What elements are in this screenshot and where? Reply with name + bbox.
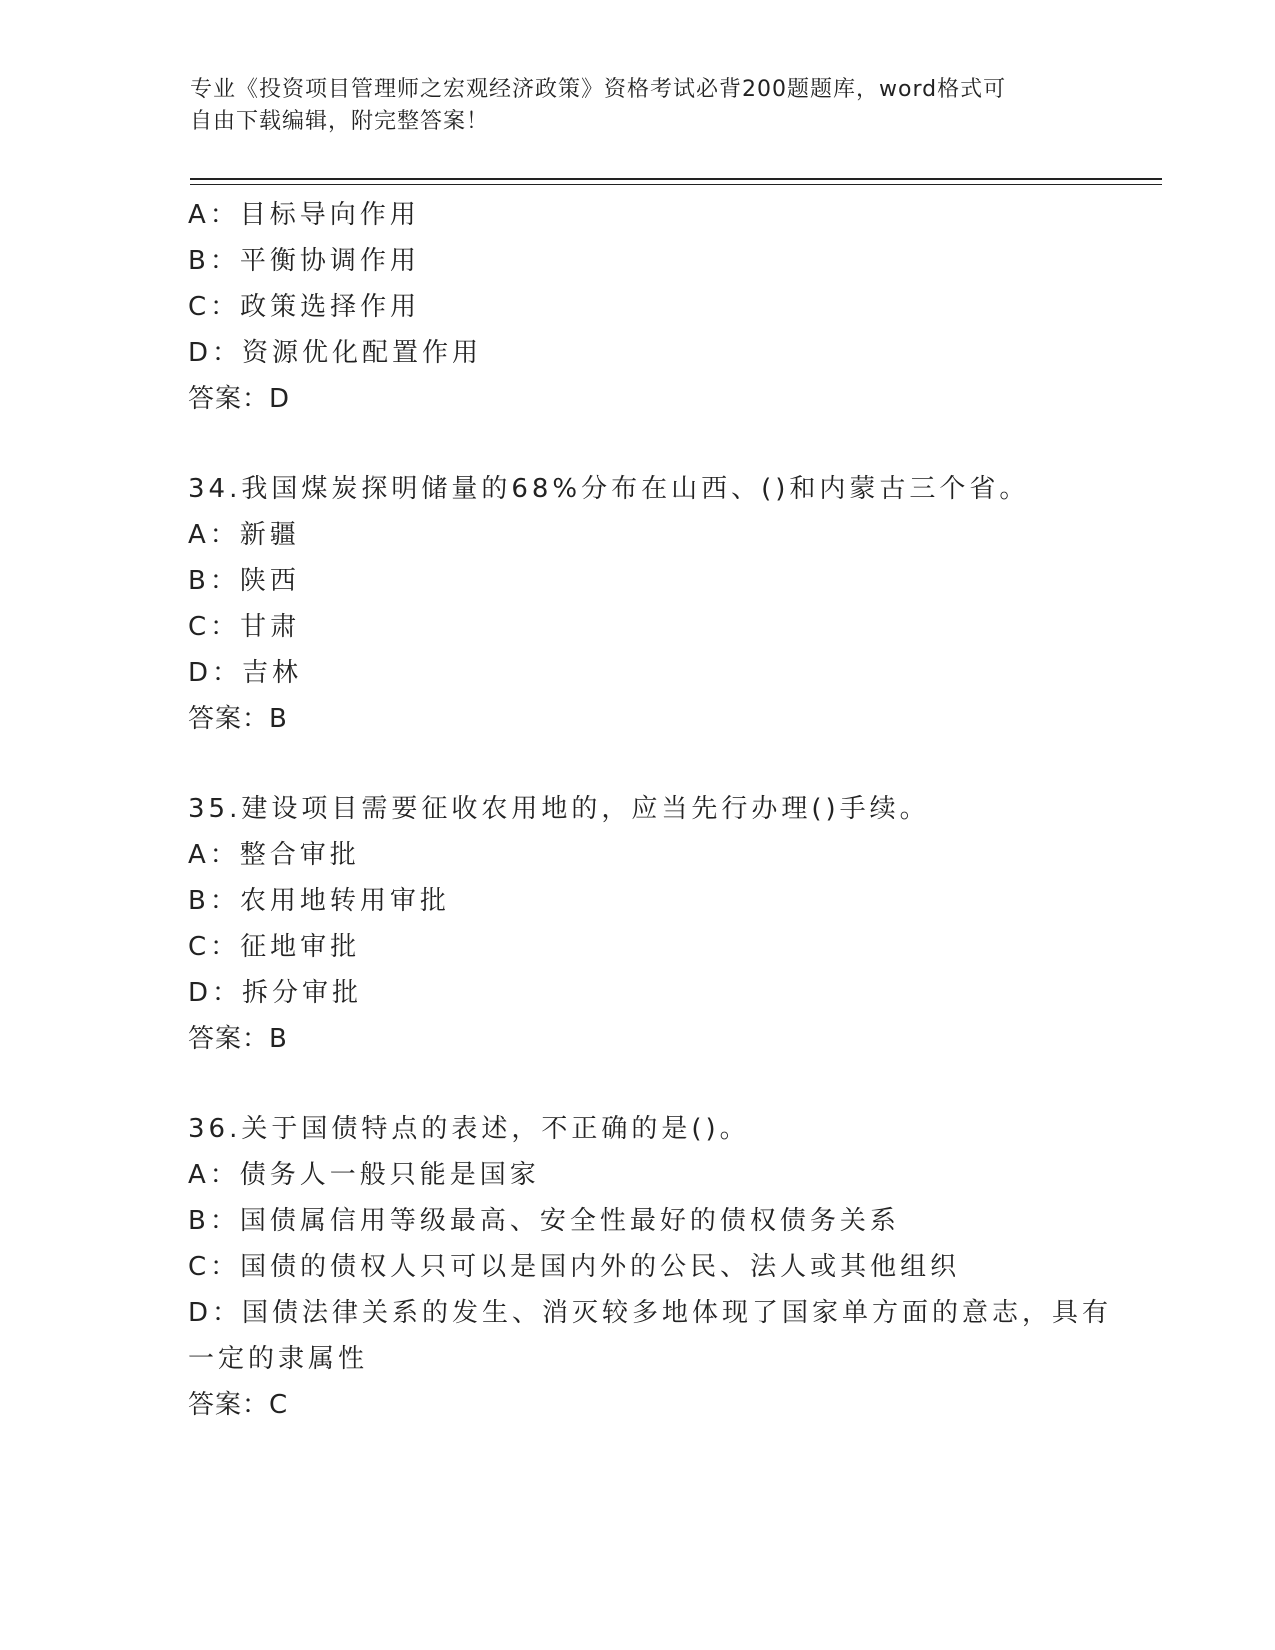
header-divider-thick [190,178,1162,180]
question-35 [188,786,1088,1062]
option-c: C：甘肃 [188,612,301,642]
option-b: B：陕西 [188,566,300,596]
option-a: A：目标导向作用 [188,200,420,230]
answer: 答案：C [188,1390,289,1420]
option-c: C：政策选择作用 [188,292,421,322]
option-a: A：整合审批 [188,840,360,870]
question-36 [188,1106,1113,1428]
option-d: D：拆分审批 [188,978,363,1008]
answer: 答案：B [188,704,288,734]
spacer [188,1062,1088,1106]
option-d: D：资源优化配置作用 [188,338,483,368]
option-b: B：农用地转用审批 [188,886,450,916]
spacer [188,742,1088,786]
option-d-continued: 一定的隶属性 [188,1344,369,1374]
header-title-line-2: 自由下载编辑，附完整答案！ [190,109,490,134]
question-33-options [188,192,1088,422]
question-stem: 36.关于国债特点的表述，不正确的是()。 [188,1114,750,1144]
option-c: C：征地审批 [188,932,361,962]
header-divider-thin [190,184,1162,185]
option-d: D：国债法律关系的发生、消灭较多地体现了国家单方面的意志，具有 [188,1298,1113,1328]
question-list [188,192,1113,1428]
option-b: B：平衡协调作用 [188,246,420,276]
option-c: C：国债的债权人只可以是国内外的公民、法人或其他组织 [188,1252,961,1282]
header-title-line-1: 专业《投资项目管理师之宏观经济政策》资格考试必背200题题库，word格式可 [190,77,1007,102]
option-a: A：债务人一般只能是国家 [188,1160,540,1190]
page-header [190,74,1090,138]
answer: 答案：D [188,384,291,414]
spacer [188,422,1088,466]
option-d: D：吉林 [188,658,303,688]
option-a: A：新疆 [188,520,300,550]
question-stem: 35.建设项目需要征收农用地的，应当先行办理()手续。 [188,794,930,824]
question-stem: 34.我国煤炭探明储量的68%分布在山西、()和内蒙古三个省。 [188,474,1030,504]
option-b: B：国债属信用等级最高、安全性最好的债权债务关系 [188,1206,900,1236]
answer: 答案：B [188,1024,288,1054]
question-34 [188,466,1088,742]
